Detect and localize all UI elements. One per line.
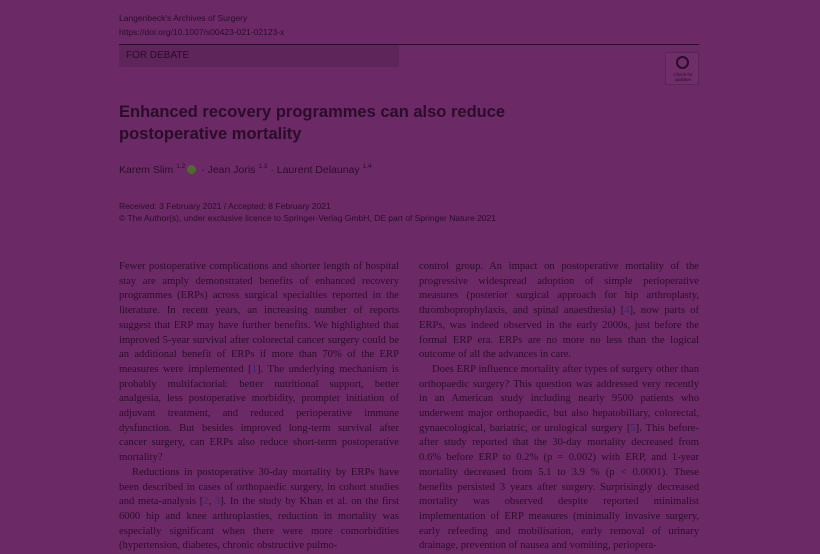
citation-link[interactable]: 5 (630, 422, 636, 434)
paragraph: Does ERP influence mortality after types of surgery other than orthopaedic surgery? This question was addressed very recently in an American study including nearly 9500 patients who underwent major orthopaedic, but also hepatobiliary, colorectal, gynaecological, bariatric, or urological surgery [5]. This before-after study reported that the 30-day mortality decreased from 0.6% before ERP to 0.2% (p = 0.002) with ERP, and 1-year mortality decreased from 5.1 to 3.9 % (p < 0.0001). These benefits persisted 3 years after surgery. Surprisingly decreased mortality was observed despite reported minimalist implementation of ERP measures (minimally invasive surgery, early refeeding and mobilisation, early removal of urinary drainage, prevention of nausea and vomiting, periopera- (419, 363, 699, 552)
received-accepted-dates: Received: 3 February 2021 / Accepted: 8 February 2021 (119, 201, 331, 211)
author-affiliation: 1,2 (176, 163, 186, 170)
paragraph: control group. An impact on postoperative mortality of the progressive widespread adoption of simple perioperative measures (posterior surgical approach for hip arthroplasty, thromboprophylaxis, and spinal anaesthesia) [4], now parts of ERPs, was indeed observed in the early 2000s, just before the formal ERP era. ERPs are no more no less than the logical outcome of all the advances in care. (419, 261, 699, 361)
author-name[interactable]: Jean Joris (207, 164, 256, 176)
author-separator: · (201, 164, 205, 176)
check-updates-icon (676, 56, 689, 69)
citation-link[interactable]: 4 (624, 305, 630, 317)
doi-link[interactable]: https://doi.org/10.1007/s00423-021-02123-x (119, 27, 285, 37)
article-history (119, 200, 496, 224)
author-separator: · (270, 164, 274, 176)
paragraph: Fewer postoperative complications and shorter length of hospital stay are amply demonstrated benefits of enhanced recovery programmes (ERPs) across surgical specialties reported in the literature. In recent years, an increasing number of reports suggest that ERP may have further benefits. We highlighted that improved 5-year survival after colorectal cancer surgery could be an additional benefit of ERPs if more than 70% of the ERP measures were implemented [1]. The underlying mechanism is probably multifactorial: better nutritional support, better analgesia, less postoperative morbidity, prompter initiation of adjuvant treatment, and reduced perioperative immune dysfunction. But besides improved long-term survival after cancer surgery, can ERPs also reduce short-term postoperative mortality? (119, 261, 399, 464)
journal-name: Langenbeck's Archives of Surgery (119, 13, 248, 23)
paragraph: Reductions in postoperative 30-day mortality by ERPs have been described in cases of orthopaedic surgery, in cohort studies and meta-analysis [2, 3]. In the study by Khan et al. on the first 6000 hip and knee arthroplasties, reduction in mortality was especially significant when there were more comorbidities (hypertension, diabetes, chronic obstructive pulmo- (119, 466, 400, 552)
orcid-icon[interactable] (187, 165, 196, 174)
author-list (119, 163, 372, 176)
author-affiliation: 1,3 (258, 163, 268, 170)
citation-link[interactable]: 2 (203, 496, 209, 508)
body-column-left (119, 260, 399, 554)
article-title: Enhanced recovery programmes can also reduce postoperative mortality (119, 103, 506, 143)
check-for-updates-badge[interactable] (665, 52, 699, 85)
body-column-right (419, 260, 699, 554)
citation-link[interactable]: 1 (251, 363, 257, 375)
author-name[interactable]: Karem Slim (119, 164, 174, 176)
author-name[interactable]: Laurent Delaunay (276, 164, 360, 176)
citation-link[interactable]: 3 (214, 496, 221, 508)
copyright-notice: © The Author(s), under exclusive licence to Springer-Verlag GmbH, DE part of Springer Nature 2021 (119, 213, 496, 223)
check-updates-text: Check for updates (673, 72, 693, 82)
author-affiliation: 1,4 (362, 163, 372, 170)
section-label: FOR DEBATE (119, 45, 399, 67)
